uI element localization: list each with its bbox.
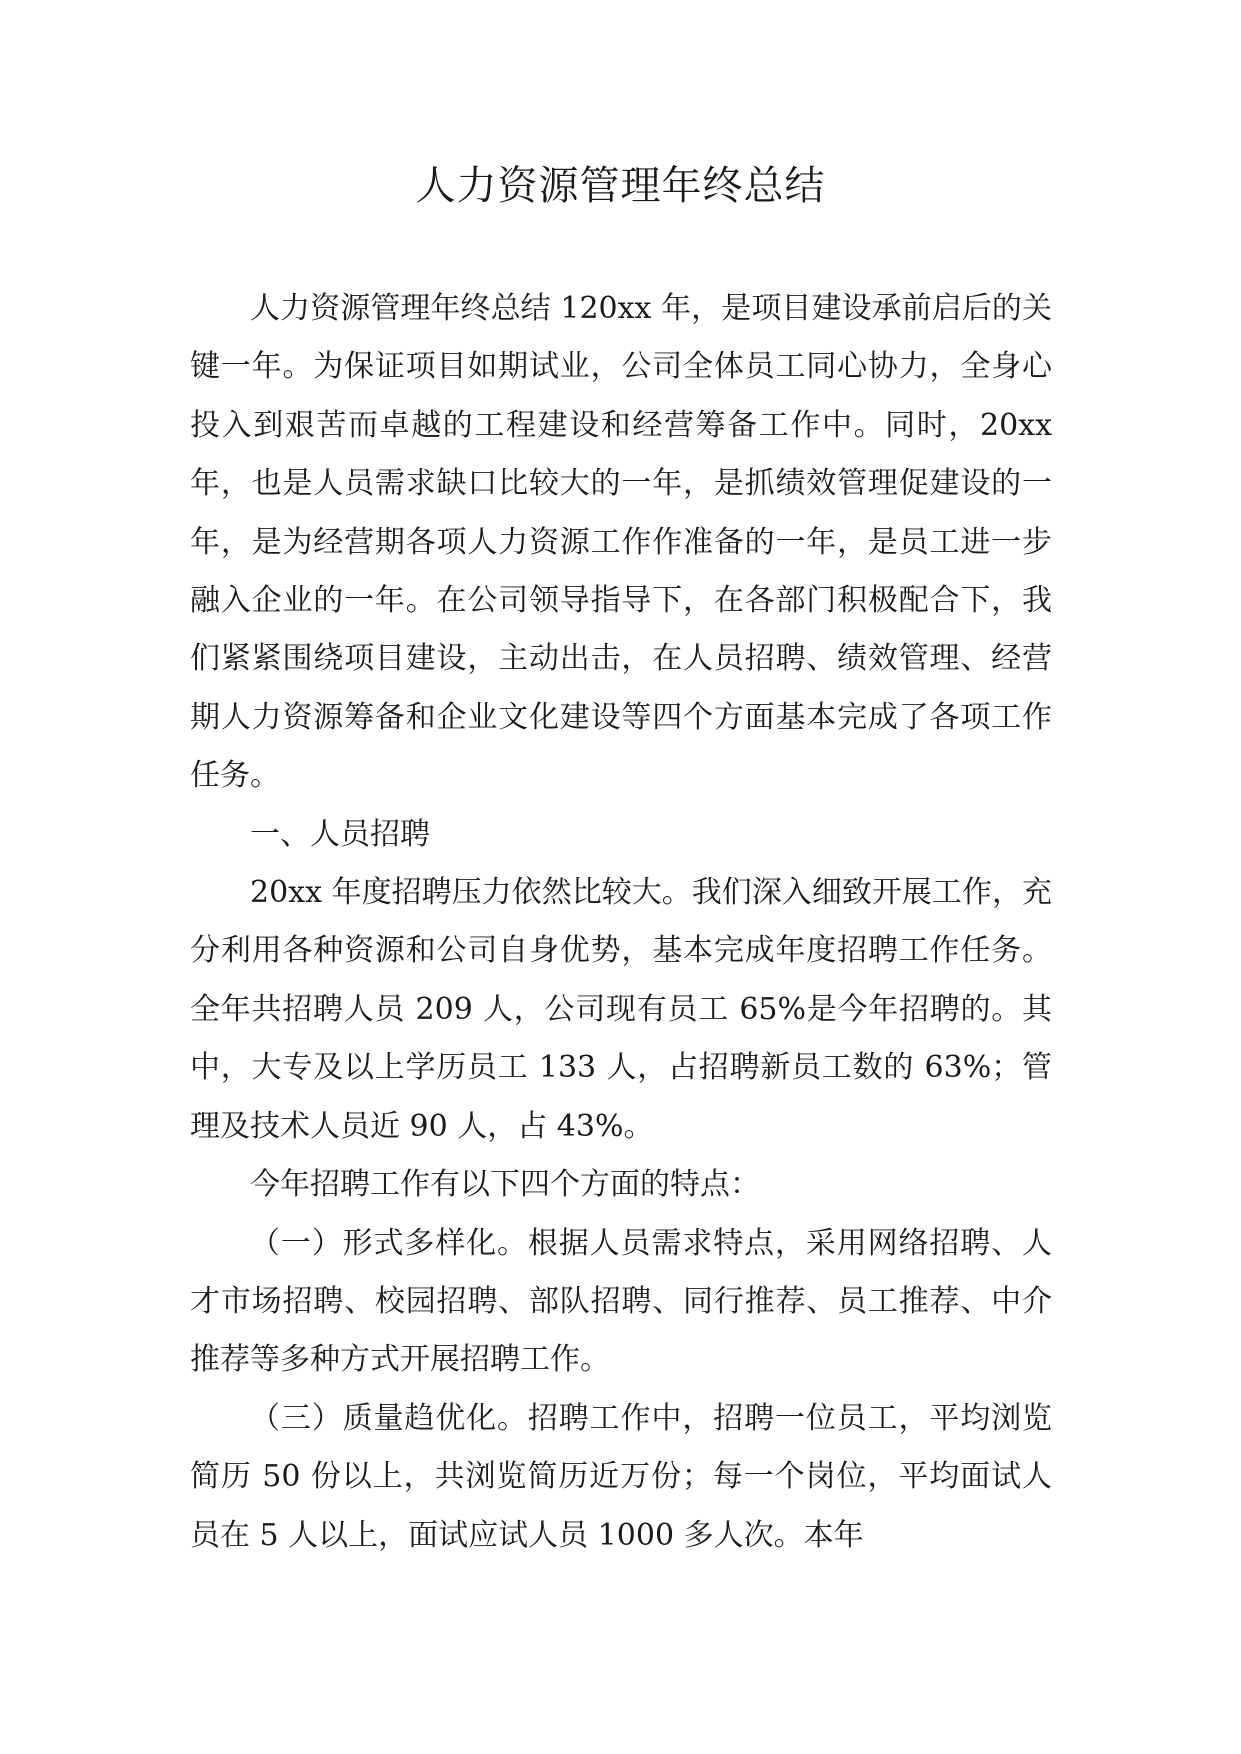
paragraph-features-intro: 今年招聘工作有以下四个方面的特点： xyxy=(250,1167,760,1203)
section-heading-recruitment: 一、人员招聘 xyxy=(250,816,430,852)
paragraph-feature-quality: （三）质量趋优化。招聘工作中，招聘一位员工，平均浏览简历 50 份以上，共浏览简历近万份；每一个岗位，平均面试人员在 5 人以上，面试应试人员 1000 多人次。本年 xyxy=(190,1400,1052,1553)
paragraph-intro: 人力资源管理年终总结 120xx 年，是项目建设承前启后的关键一年。为保证项目如期试业，公司全体员工同心协力，全身心投入到艰苦而卓越的工程建设和经营筹备工作中。同时，20xx 年，也是人员需求缺口比较大的一年，是抓绩效管理促建设的一年，是为经营期各项人力资源工作作准备的一年，是员工进一步融入企业的一年。在公司领导指导下，在各部门积极配合下，我们紧紧围绕项目建设，主动出击，在人员招聘、绩效管理、经营期人力资源筹备和企业文化建设等四个方面基本完成了各项工作任务。 xyxy=(190,291,1052,794)
document-title: 人力资源管理年终总结 xyxy=(415,163,826,209)
document-body xyxy=(190,280,1052,1565)
paragraph-recruitment-overview: 20xx 年度招聘压力依然比较大。我们深入细致开展工作，充分利用各种资源和公司自身优势，基本完成年度招聘工作任务。全年共招聘人员 209 人，公司现有员工 65%是今年招聘的。其中，大专及以上学历员工 133 人，占招聘新员工数的 63%；管理及技术人员近 90 人，占 43%。 xyxy=(190,875,1052,1144)
paragraph-feature-diversified: （一）形式多样化。根据人员需求特点，采用网络招聘、人才市场招聘、校园招聘、部队招聘、同行推荐、员工推荐、中介推荐等多种方式开展招聘工作。 xyxy=(190,1225,1052,1378)
